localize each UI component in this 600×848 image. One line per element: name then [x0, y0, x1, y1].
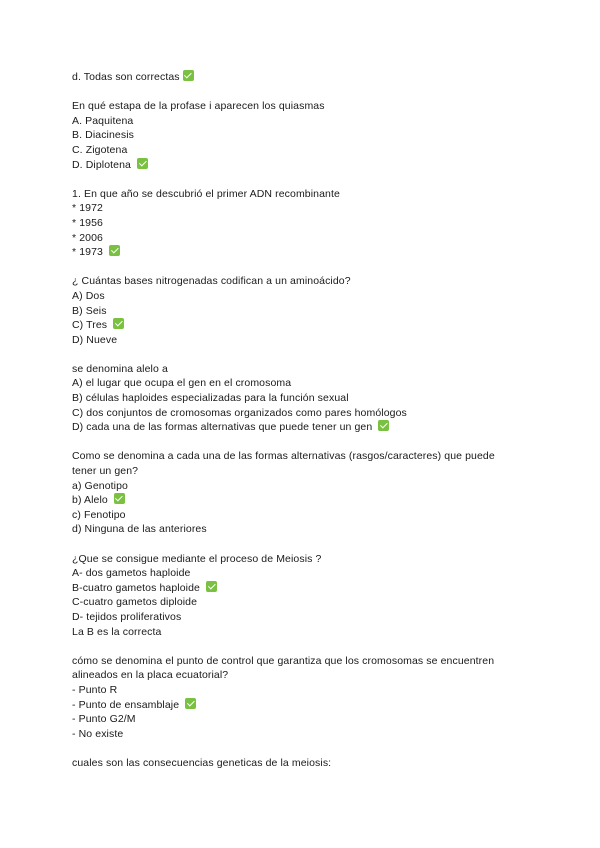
question-block [72, 756, 542, 771]
line-text: tener un gen? [72, 465, 139, 478]
line-text: - Punto G2/M [72, 713, 136, 726]
question-text-line [72, 99, 542, 114]
line-text: D) Nueve [72, 333, 118, 346]
line-text: B-cuatro gametos haploide [72, 581, 204, 594]
line-text: A- dos gametos haploide [72, 567, 191, 580]
question-block [72, 187, 542, 260]
line-text: A. Paquitena [72, 114, 134, 127]
line-text: Como se denomina a cada una de las formas alternativas (rasgos/caracteres) que puede [72, 450, 495, 463]
check-mark-icon [206, 581, 217, 592]
line-text: * 1972 [72, 202, 103, 215]
line-text: cuales son las consecuencias geneticas de la meiosis: [72, 756, 332, 769]
line-text: d. Todas son correctas [72, 71, 180, 83]
line-text: * 1956 [72, 216, 103, 229]
line-text: ¿Que se consigue mediante el proceso de Meiosis ? [72, 552, 322, 565]
check-mark-icon [183, 70, 194, 81]
answer-option-line [72, 318, 542, 333]
check-mark-icon [137, 158, 148, 169]
line-text: 1. En que año se descubrió el primer ADN recombinante [72, 187, 340, 200]
answer-option-line [72, 727, 542, 742]
line-text: d) Ninguna de las anteriores [72, 523, 207, 536]
answer-option-line [72, 625, 542, 640]
line-text: b) Alelo [72, 494, 111, 507]
answer-option-line [72, 464, 542, 479]
line-text: a) Genotipo [72, 479, 128, 492]
answer-option-line [72, 595, 542, 610]
question-block [72, 449, 542, 537]
line-text: C-cuatro gametos diploide [72, 596, 198, 609]
answer-option-line [72, 143, 542, 158]
line-text: C. Zigotena [72, 143, 128, 156]
line-text: c) Fenotipo [72, 508, 126, 521]
answer-option-line [72, 493, 542, 508]
answer-option-line [72, 406, 542, 421]
answer-option-line [72, 304, 542, 319]
line-text: B) Seis [72, 304, 107, 317]
question-text-line [72, 70, 542, 85]
check-mark-icon [113, 318, 124, 329]
line-text: cómo se denomina el punto de control que garantiza que los cromosomas se encuentren [72, 654, 495, 667]
line-text: En qué estapa de la profase i aparecen los quiasmas [72, 100, 325, 113]
question-block [72, 362, 542, 435]
answer-option-line [72, 683, 542, 698]
answer-option-line [72, 522, 542, 537]
question-block [72, 99, 542, 172]
answer-option-line [72, 479, 542, 494]
line-text: * 2006 [72, 231, 103, 244]
line-text: se denomina alelo a [72, 362, 168, 375]
line-text: D- tejidos proliferativos [72, 610, 182, 623]
question-text-line [72, 449, 542, 464]
answer-option-line [72, 581, 542, 596]
answer-option-line [72, 289, 542, 304]
answer-option-line [72, 114, 542, 129]
line-text: D) cada una de las formas alternativas que puede tener un gen [72, 421, 376, 434]
question-text-line [72, 362, 542, 377]
line-text: C) dos conjuntos de cromosomas organizados como pares homólogos [72, 406, 407, 419]
question-text-line [72, 756, 542, 771]
line-text: C) Tres [72, 319, 111, 332]
answer-option-line [72, 391, 542, 406]
line-text: ¿ Cuántas bases nitrogenadas codifican a un aminoácido? [72, 275, 351, 288]
answer-option-line [72, 668, 542, 683]
answer-option-line [72, 566, 542, 581]
answer-option-line [72, 420, 542, 435]
line-text: B) células haploides especializadas para la función sexual [72, 392, 349, 405]
line-text: - Punto de ensamblaje [72, 698, 183, 711]
question-block [72, 552, 542, 640]
question-block [72, 274, 542, 347]
answer-option-line [72, 333, 542, 348]
check-mark-icon [378, 420, 389, 431]
question-text-line [72, 187, 542, 202]
question-text-line [72, 552, 542, 567]
line-text: B. Diacinesis [72, 129, 134, 142]
document-page [72, 70, 542, 785]
line-text: - No existe [72, 727, 124, 740]
answer-option-line [72, 245, 542, 260]
answer-option-line [72, 712, 542, 727]
answer-option-line [72, 698, 542, 713]
line-text: A) Dos [72, 289, 105, 302]
line-text: D. Diplotena [72, 158, 134, 171]
line-text: * 1973 [72, 246, 106, 259]
check-mark-icon [114, 493, 125, 504]
answer-option-line [72, 128, 542, 143]
line-text: - Punto R [72, 683, 118, 696]
answer-option-line [72, 231, 542, 246]
question-text-line [72, 274, 542, 289]
question-block [72, 70, 542, 85]
answer-option-line [72, 201, 542, 216]
answer-option-line [72, 508, 542, 523]
question-block [72, 654, 542, 742]
line-text: alineados en la placa ecuatorial? [72, 669, 229, 682]
check-mark-icon [109, 245, 120, 256]
answer-option-line [72, 610, 542, 625]
line-text: La B es la correcta [72, 625, 162, 638]
answer-option-line [72, 158, 542, 173]
check-mark-icon [185, 698, 196, 709]
line-text: A) el lugar que ocupa el gen en el cromosoma [72, 377, 292, 390]
answer-option-line [72, 376, 542, 391]
answer-option-line [72, 216, 542, 231]
question-text-line [72, 654, 542, 669]
